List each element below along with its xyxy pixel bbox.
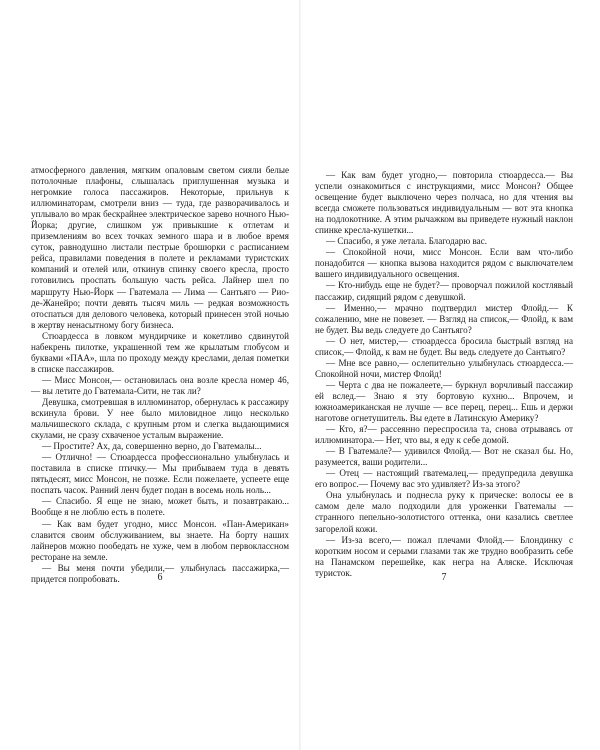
- paragraph: — Спасибо. Я еще не знаю, может быть, и позавтракаю... Вообще я не люблю есть в полете.: [31, 496, 289, 518]
- paragraph: — Кто, я?— рассеянно переспросила та, снова отрываясь от иллюминатора.— Нет, что вы, я еду к себе домой.: [315, 424, 573, 446]
- paragraph: Она улыбнулась и поднесла руку к прическе: волосы ее в самом деле мало подходили для уроженки Гватемалы — странного пепельно-золотистого оттенка, они казались светлее загорелой кожи.: [315, 490, 573, 534]
- paragraph: Стюардесса в ловком мундирчике и кокетливо сдвинутой набекрень пилотке, украшенной тем же крылатым глобусом и буквами «ПАА», шла по проходу между креслами, делая пометки в списке пассажиров.: [31, 330, 289, 374]
- paragraph: — Из-за всего,— пожал плечами Флойд.— Блондинку с коротким носом и серыми глазами так же трудно вообразить себе на Панамском перешейке, как негра на Аляске. Исключая туристок.: [315, 534, 573, 578]
- page-number: 7: [441, 572, 447, 583]
- paragraph: атмосферного давления, мягким опаловым светом сияли белые потолочные плафоны, слышалась приглушенная музыка и негромкие голоса пассажиров. Некоторые, прильнув к иллюминаторам, смотрели вниз — туда, где разворачивалось и уплывало во мрак бескрайнее электрическое зарево ночного Нью-Йорка; другие, слишком уж привыкшие к отлетам и приземлениям во всех точках земного шара и в любое время суток, равнодушно листали пестрые брошюрки с расписанием рейса, правилами поведения в полете и рекламами туристских компаний и отелей или, откинув спинку своего кресла, просто готовились проспать большую часть рейса. Лайнер шел по маршруту Нью-Йорк — Гватемала — Лима — Сантьяго — Рио-де-Жанейро; почти девять тысяч миль — редкая возможность отоспаться для делового человека, который принесен этой ночью в жертву ненасытному богу бизнеса.: [31, 165, 289, 330]
- paragraph: — Мне все равно,— ослепительно улыбнулась стюардесса.— Спокойной ночи, мистер Флойд!: [315, 357, 573, 379]
- paragraph: — Именно,— мрачно подтвердил мистер Флойд.— К сожалению, мне не повезет. — Взгляд на список,— Флойд, к вам не будет. Вы ведь следуете до Сантьяго?: [315, 302, 573, 335]
- paragraph: — В Гватемале?— удивился Флойд.— Вот не сказал бы. Но, разумеется, ваши родители...: [315, 446, 573, 468]
- right-page-text: [315, 170, 573, 579]
- paragraph: — Кто-нибудь еще не будет?— проворчал пожилой костлявый пассажир, сидящий рядом с девушкой.: [315, 280, 573, 302]
- paragraph: — Простите? Ах, да, совершенно верно, до Гватемалы...: [42, 441, 262, 452]
- left-page-text: [31, 165, 289, 585]
- paragraph: — Вы меня почти убедили,— улыбнулась пассажирка,— придется попробовать.: [31, 562, 289, 584]
- paragraph: — Черта с два не пожалеете,— буркнул ворчливый пассажир ей вслед.— Знаю я эту бортовую кухню... Впрочем, и южноамериканская не лучше — все перец, перец... Ешь и держи наготове огнетушитель. Вы едете в Латинскую Америку?: [315, 379, 573, 424]
- paragraph: — Отлично! — Стюардесса профессионально улыбнулась и поставила в списке птичку.— Мы прибываем туда в девять пятьдесят, мисс Монсон, не позже. Если пожелаете, успеете еще поспать часок. Ранний ленч будет подан в восемь ноль ноль...: [31, 452, 289, 496]
- paragraph: — Спокойной ночи, мисс Монсон. Если вам что-либо понадобится — кнопка вызова находится рядом с выключателем вашего индивидуального освещения.: [315, 247, 573, 280]
- paragraph: Девушка, смотревшая в иллюминатор, обернулась к рассажиру вскинула брови. У нее было миловидное лицо несколько мальчишеского склада, с крупным ртом и слегка выдающимися скулами, не сразу схваченое усталым выражение.: [31, 396, 289, 441]
- paragraph: — Отец — настоящий гватемалец,— предупредила девушка его вопрос.— Почему вас это удивляет? Из-за этого?: [315, 468, 573, 490]
- book-gutter: [299, 0, 301, 750]
- paragraph: — Спасибо, я уже летала. Благодарю вас.: [326, 236, 488, 247]
- page-number: 6: [157, 572, 163, 583]
- paragraph: — Мисс Монсон,— остановилась она возле кресла номер 46,— вы летите до Гватемала-Сити, не так ли?: [31, 374, 289, 396]
- paragraph: — Как вам будет угодно, мисс Монсон. «Пан-Американ» славится своим обслуживанием, вы знаете. На борту наших лайнеров можно пообедать не хуже, чем в любом первоклассном ресторане на земле.: [31, 518, 289, 562]
- paragraph: — О нет, мистер,— стюардесса бросила быстрый взгляд на список,— Флойд, к вам не будет. Вы ведь следуете до Сантьяго?: [315, 335, 573, 357]
- paragraph: — Как вам будет угодно,— повторила стюардесса.— Вы успели ознакомиться с инструкциями, мисс Монсон? Общее освещение будет выключено через полчаса, но для чтения вы всегда сможете пользоваться индивидуальным — вот эта кнопка на подлокотнике. А этим рычажком вы приведете нужный наклон спинке кресла-кушетки...: [315, 170, 573, 236]
